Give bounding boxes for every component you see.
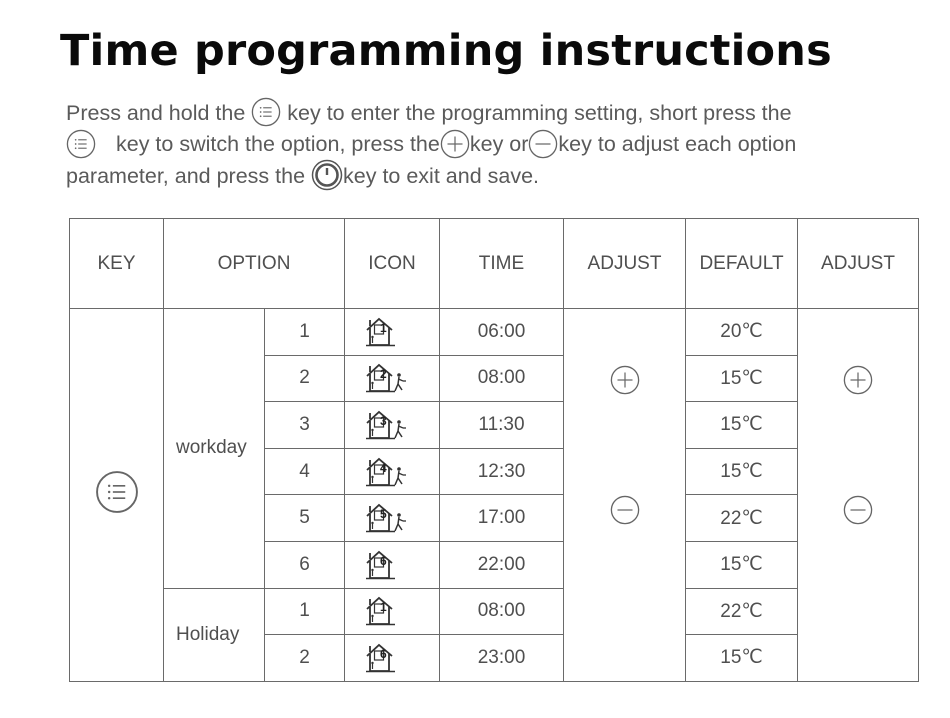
- intro-text-1b: key to enter the programming setting, short press the: [287, 101, 792, 125]
- time-cell: 08:00: [440, 355, 564, 402]
- programming-table: [69, 218, 919, 682]
- house-icon: [365, 317, 409, 347]
- house-icon: [365, 643, 409, 673]
- instructions-line-1: [66, 98, 936, 129]
- time-cell: 11:30: [440, 402, 564, 449]
- person-icon: [393, 363, 407, 393]
- instructions-line-2: [66, 129, 936, 160]
- icon-cell: [345, 448, 440, 495]
- table-row: [70, 309, 919, 356]
- menu-key-icon: [251, 97, 281, 127]
- person-icon: [393, 503, 407, 533]
- intro-text-3b: key to exit and save.: [343, 163, 540, 188]
- intro-text-1a: Press and hold the: [66, 101, 246, 125]
- header-icon: ICON: [345, 219, 440, 309]
- option-number: 1: [265, 309, 345, 356]
- intro-text-2b: key or: [469, 132, 529, 157]
- person-icon: [393, 410, 407, 440]
- default-temp-cell: 15℃: [686, 355, 798, 402]
- option-group: [164, 309, 265, 589]
- option-number: 2: [265, 355, 345, 402]
- header-option: OPTION: [164, 219, 345, 309]
- time-cell: 06:00: [440, 309, 564, 356]
- table-header-row: [70, 219, 919, 309]
- period-number: 4: [380, 460, 387, 475]
- power-key-icon: [311, 159, 343, 191]
- option-group: [164, 588, 265, 681]
- option-group-label: workday: [176, 437, 247, 459]
- time-cell: 08:00: [440, 588, 564, 635]
- option-number: 5: [265, 495, 345, 542]
- option-number: 2: [265, 635, 345, 682]
- period-number: 6: [380, 646, 387, 661]
- adjust-temp-cell: [798, 309, 919, 682]
- period-number: 1: [380, 600, 387, 615]
- intro-text-2a: key to switch the option, press the: [115, 132, 440, 157]
- icon-cell: [345, 355, 440, 402]
- instructions-paragraph: [66, 98, 936, 193]
- header-default: DEFAULT: [686, 219, 798, 309]
- icon-cell: [345, 541, 440, 588]
- time-cell: 23:00: [440, 635, 564, 682]
- option-number: 4: [265, 448, 345, 495]
- adjust-time-cell: [564, 309, 686, 682]
- menu-key-icon: [66, 129, 96, 159]
- option-number: 6: [265, 541, 345, 588]
- key-cell: [70, 309, 164, 682]
- house-icon: [365, 550, 409, 580]
- period-number: 2: [380, 367, 387, 382]
- person-icon: [393, 457, 407, 487]
- header-adjust-time: ADJUST: [564, 219, 686, 309]
- plus-key-icon: [440, 129, 470, 159]
- default-temp-cell: 22℃: [686, 495, 798, 542]
- minus-key-icon: [528, 129, 558, 159]
- minus-key-icon: [843, 495, 873, 525]
- header-adjust-temp: ADJUST: [798, 219, 919, 309]
- default-temp-cell: 15℃: [686, 635, 798, 682]
- plus-key-icon: [610, 365, 640, 395]
- period-number: 1: [380, 320, 387, 335]
- header-key: KEY: [70, 219, 164, 309]
- minus-key-icon: [610, 495, 640, 525]
- icon-cell: [345, 588, 440, 635]
- icon-cell: [345, 635, 440, 682]
- page-title: Time programming instructions: [60, 26, 832, 76]
- period-number: 3: [380, 413, 387, 428]
- menu-key-icon: [95, 470, 139, 514]
- option-number: 3: [265, 402, 345, 449]
- intro-text-2c: key to adjust each option: [558, 132, 797, 157]
- option-group-label: Holiday: [176, 623, 240, 645]
- time-cell: 12:30: [440, 448, 564, 495]
- icon-cell: [345, 309, 440, 356]
- icon-cell: [345, 402, 440, 449]
- intro-text-3a: parameter, and press the: [66, 163, 306, 188]
- icon-cell: [345, 495, 440, 542]
- default-temp-cell: 15℃: [686, 448, 798, 495]
- period-number: 5: [380, 507, 387, 522]
- period-number: 6: [380, 553, 387, 568]
- time-cell: 17:00: [440, 495, 564, 542]
- instructions-line-3: [66, 161, 936, 193]
- default-temp-cell: 20℃: [686, 309, 798, 356]
- time-cell: 22:00: [440, 541, 564, 588]
- default-temp-cell: 22℃: [686, 588, 798, 635]
- header-time: TIME: [440, 219, 564, 309]
- plus-key-icon: [843, 365, 873, 395]
- default-temp-cell: 15℃: [686, 402, 798, 449]
- default-temp-cell: 15℃: [686, 541, 798, 588]
- option-number: 1: [265, 588, 345, 635]
- house-icon: [365, 596, 409, 626]
- table-row: [70, 588, 919, 635]
